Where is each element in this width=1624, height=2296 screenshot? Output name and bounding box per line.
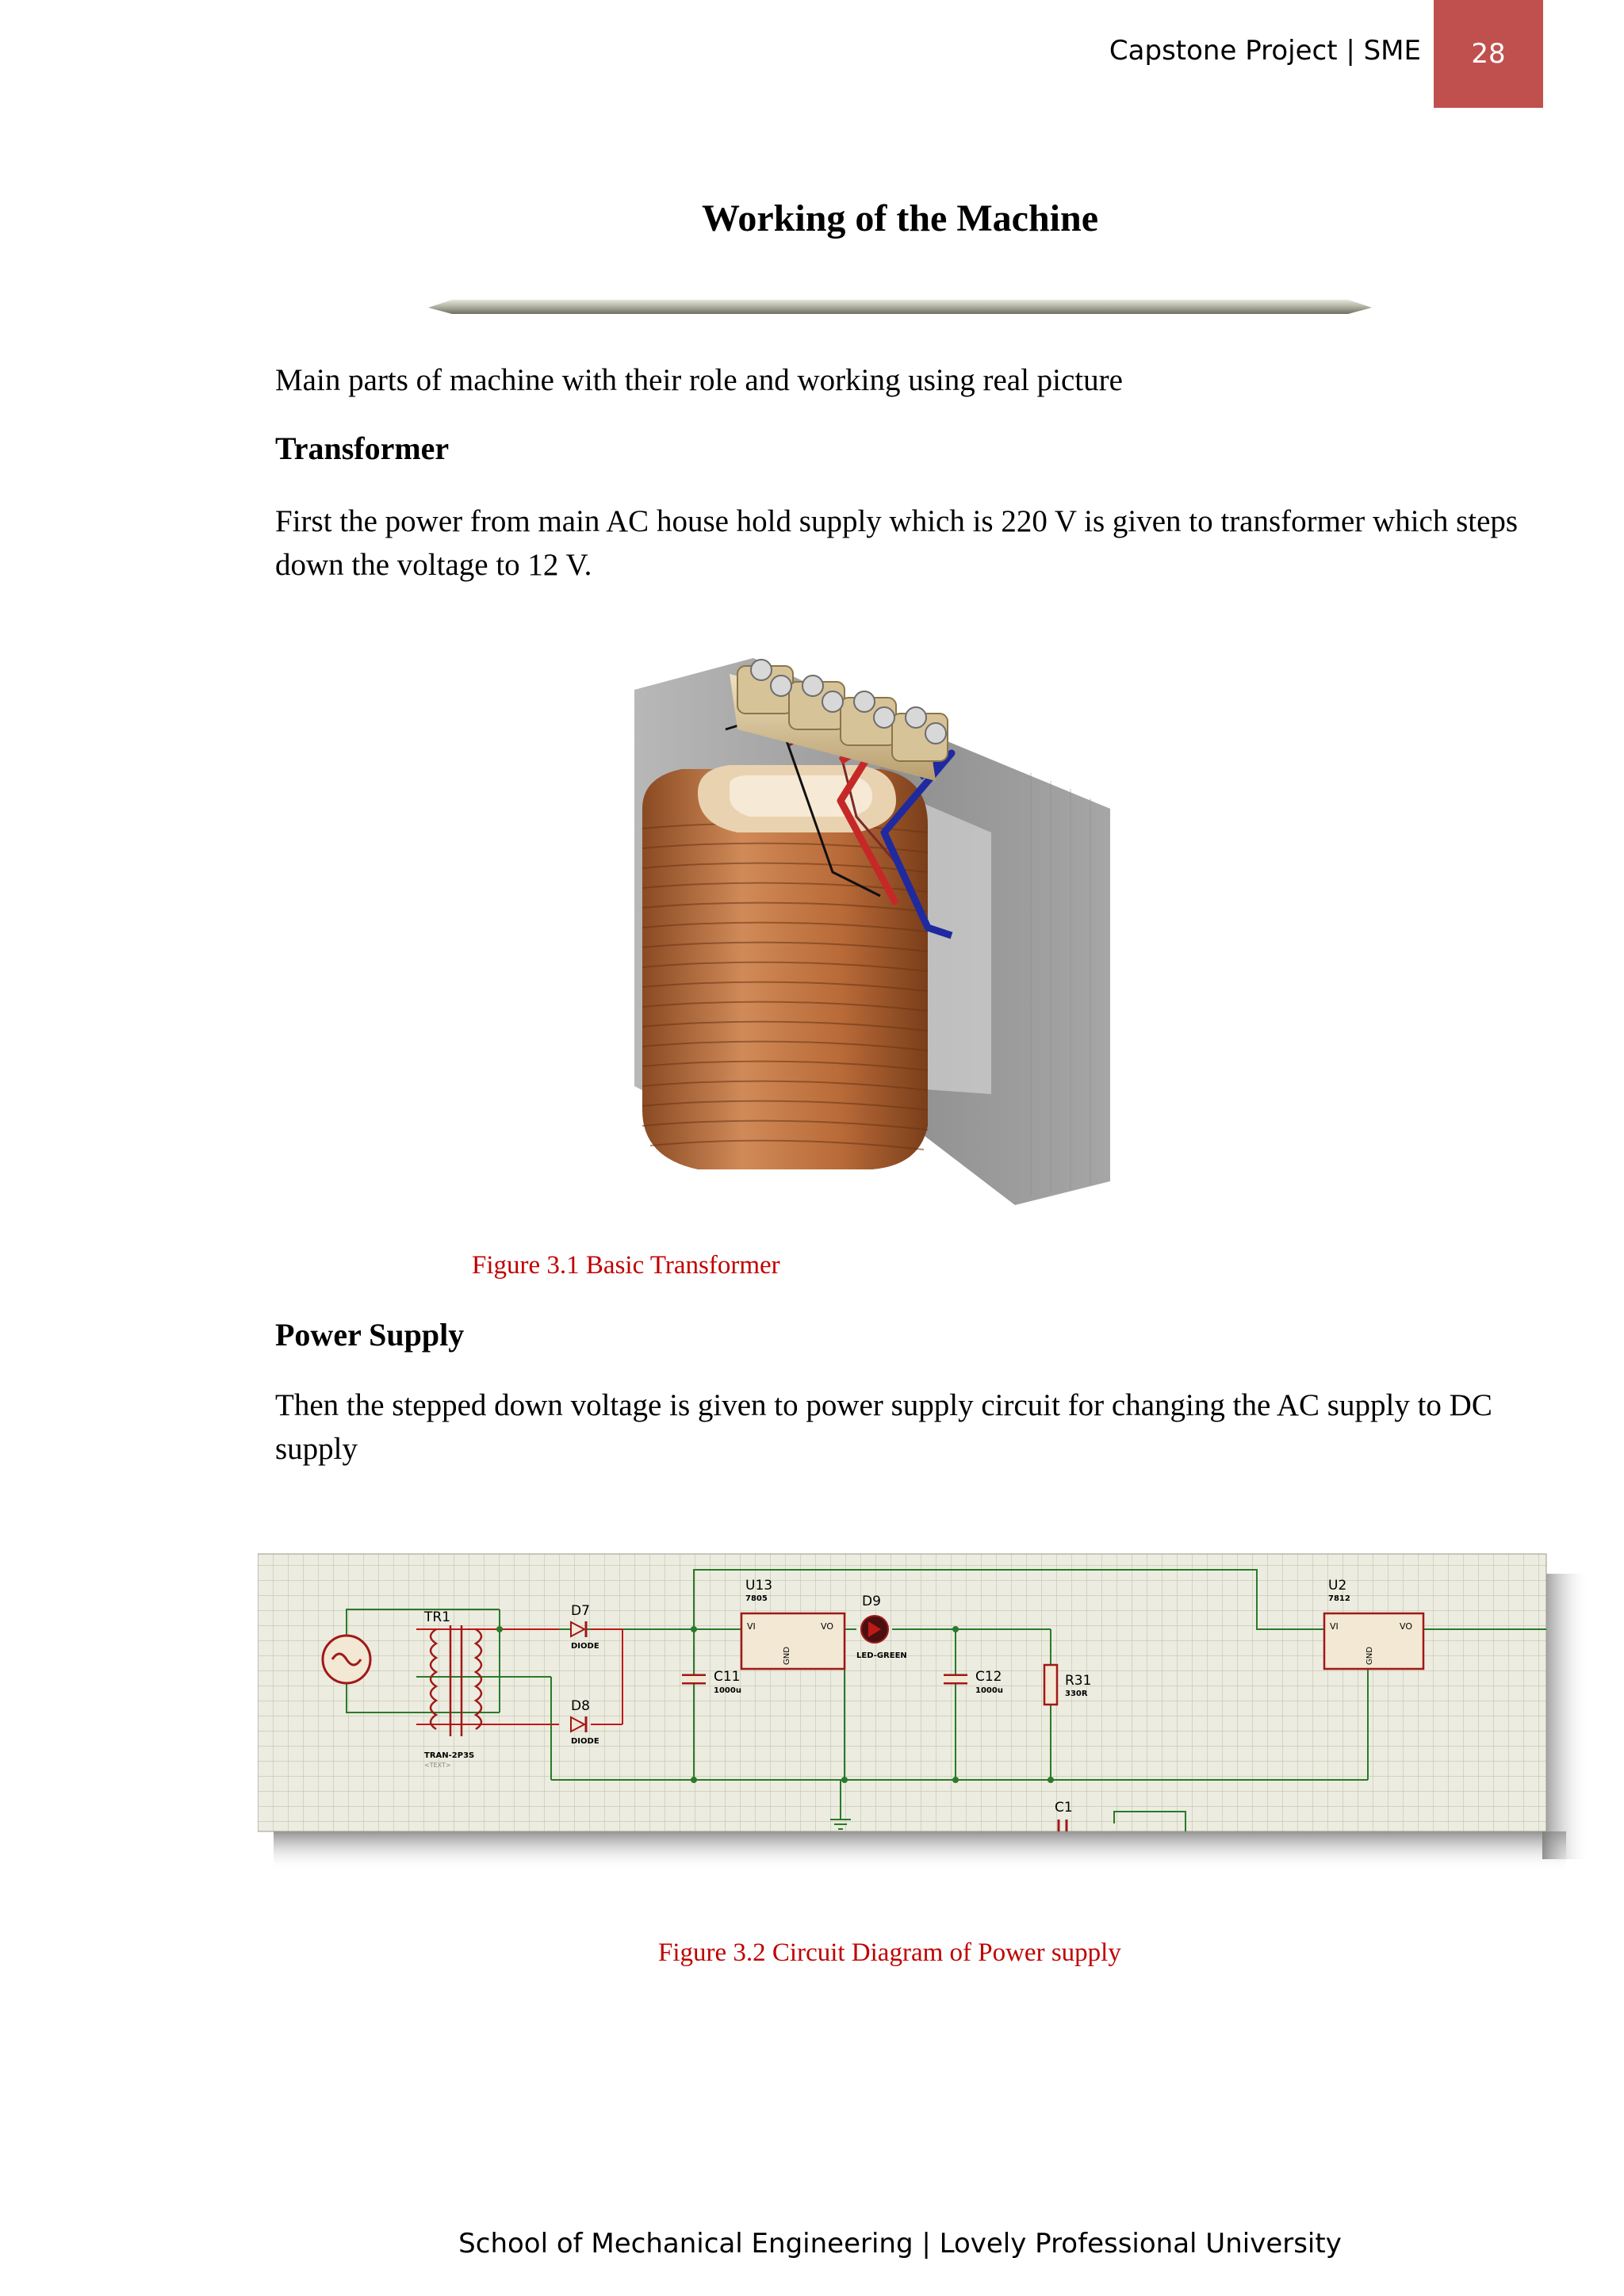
transformer-image — [619, 642, 1126, 1213]
transformer-body: First the power from main AC house hold supply which is 220 V is given to transformer which steps down the voltage to 12 V. — [275, 504, 1519, 582]
figure-3-1-caption: Figure 3.1 Basic Transformer — [472, 1251, 780, 1280]
c11-value-label: 1000u — [714, 1686, 741, 1695]
u2-gnd-label: GND — [1365, 1647, 1374, 1665]
u13-vi-label: VI — [747, 1621, 756, 1632]
c11-label: C11 — [714, 1669, 741, 1685]
page-number: 28 — [1471, 38, 1506, 70]
transformer-heading: Transformer — [275, 430, 450, 466]
c12-value-label: 1000u — [975, 1686, 1003, 1695]
running-header: Capstone Project | SME — [1109, 35, 1421, 67]
u13-label: U13 — [745, 1578, 773, 1594]
u2-vo-label: VO — [1400, 1621, 1412, 1632]
d9-type-label: LED-GREEN — [856, 1651, 907, 1660]
d7-type-label: DIODE — [571, 1642, 599, 1651]
c1-label: C1 — [1055, 1800, 1073, 1816]
title-divider — [428, 295, 1372, 319]
c12-label: C12 — [975, 1669, 1002, 1685]
page-number-box — [1434, 0, 1543, 108]
figure-3-2-caption: Figure 3.2 Circuit Diagram of Power supply — [658, 1938, 1121, 1967]
power-supply-body: Then the stepped down voltage is given to power supply circuit for changing the AC supply to DC supply — [275, 1388, 1492, 1466]
tr1-label: TR1 — [424, 1609, 451, 1625]
power-supply-heading: Power Supply — [275, 1317, 465, 1353]
d8-label: D8 — [571, 1698, 590, 1714]
r31-value-label: 330R — [1065, 1689, 1088, 1698]
tr1-text-tag: <TEXT> — [424, 1762, 451, 1769]
section-title: Working of the Machine — [702, 197, 1098, 239]
u2-vi-label: VI — [1330, 1621, 1339, 1632]
u2-type-label: 7812 — [1328, 1594, 1350, 1603]
u13-gnd-label: GND — [783, 1647, 791, 1665]
d8-type-label: DIODE — [571, 1737, 599, 1746]
r31-label: R31 — [1065, 1673, 1092, 1689]
u2-label: U2 — [1328, 1578, 1347, 1594]
power-supply-circuit-diagram — [258, 1550, 1598, 1883]
d9-label: D9 — [862, 1594, 881, 1609]
tr1-type-label: TRAN-2P3S — [424, 1751, 475, 1760]
u13-vo-label: VO — [821, 1621, 833, 1632]
page-footer: School of Mechanical Engineering | Lovely Professional University — [458, 2228, 1342, 2260]
d7-label: D7 — [571, 1603, 590, 1619]
u13-type-label: 7805 — [745, 1594, 768, 1603]
intro-text: Main parts of machine with their role and working using real picture — [275, 363, 1123, 397]
